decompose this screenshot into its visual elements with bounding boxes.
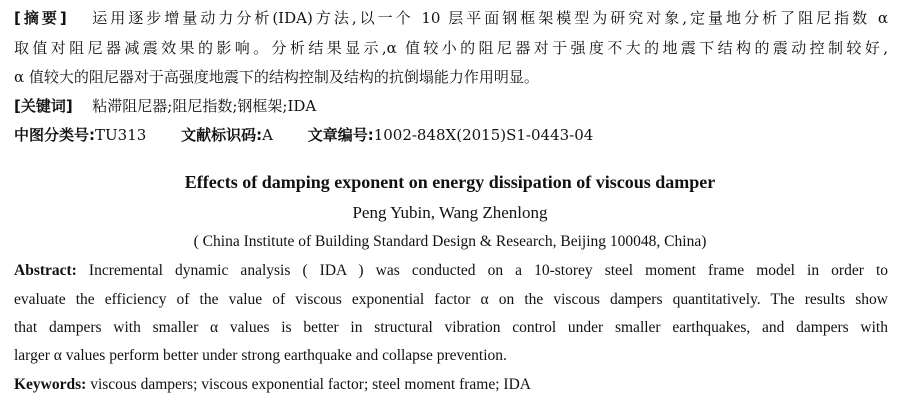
cn-abstract-label: [摘要]: [14, 9, 67, 27]
english-affiliation: ( China Institute of Building Standard Design & Research, Beijing 100048, China): [193, 233, 707, 250]
cn-abstract-line-2: 取值对阻尼器减震效果的影响。分析结果显示,α 值较小的阻尼器对于强度不大的地震下结构的震动控制较好,: [14, 39, 888, 57]
clc-label: 中图分类号:: [14, 126, 95, 144]
article-value: 1002-848X(2015)S1-0443-04: [373, 126, 594, 144]
article-number: [308, 126, 594, 144]
en-keywords-label: Keywords:: [14, 376, 87, 393]
cn-abstract-line-3: α 值较大的阻尼器对于高强度地震下的结构控制及结构的抗倒塌能力作用明显。: [14, 68, 539, 86]
classification-line: [14, 126, 623, 144]
cn-abstract-line-1: [14, 9, 888, 27]
en-abstract-label: Abstract:: [14, 262, 77, 279]
clc-number: [14, 126, 146, 144]
en-abstract-line-2: evaluate the efficiency of the value of viscous exponential factor α on the viscous dampers quantitatively. The results show: [14, 291, 888, 308]
cn-abstract-text-1: 运用逐步增量动力分析(IDA)方法,以一个 10 层平面钢框架模型为研究对象,定量地分析了阻尼指数 α: [92, 9, 888, 27]
en-abstract-line-4: larger α values perform better under strong earthquake and collapse prevention.: [14, 347, 507, 364]
english-authors: Peng Yubin, Wang Zhenlong: [352, 203, 548, 222]
cn-keywords-text: 粘滞阻尼器;阻尼指数;钢框架;IDA: [92, 97, 317, 115]
en-abstract-text-1: Incremental dynamic analysis ( IDA ) was conducted on a 10-storey steel moment frame model in order to: [88, 262, 889, 279]
doc-value: A: [262, 126, 273, 144]
doc-label: 文献标识码:: [181, 126, 263, 144]
en-abstract-line-3: that dampers with smaller α values is better in structural vibration control under smaller earthquakes, and dampers with: [14, 319, 888, 336]
english-title: Effects of damping exponent on energy dissipation of viscous damper: [184, 172, 716, 192]
en-keywords-text: viscous dampers; viscous exponential factor; steel moment frame; IDA: [90, 376, 531, 393]
cn-keywords-line: [14, 97, 316, 115]
article-label: 文章编号:: [307, 126, 374, 144]
clc-value: TU313: [95, 126, 147, 144]
en-keywords-line: [14, 376, 531, 394]
document-code: [181, 126, 273, 144]
en-abstract-line-1: [14, 262, 888, 280]
cn-keywords-label: [关键词]: [14, 97, 73, 115]
